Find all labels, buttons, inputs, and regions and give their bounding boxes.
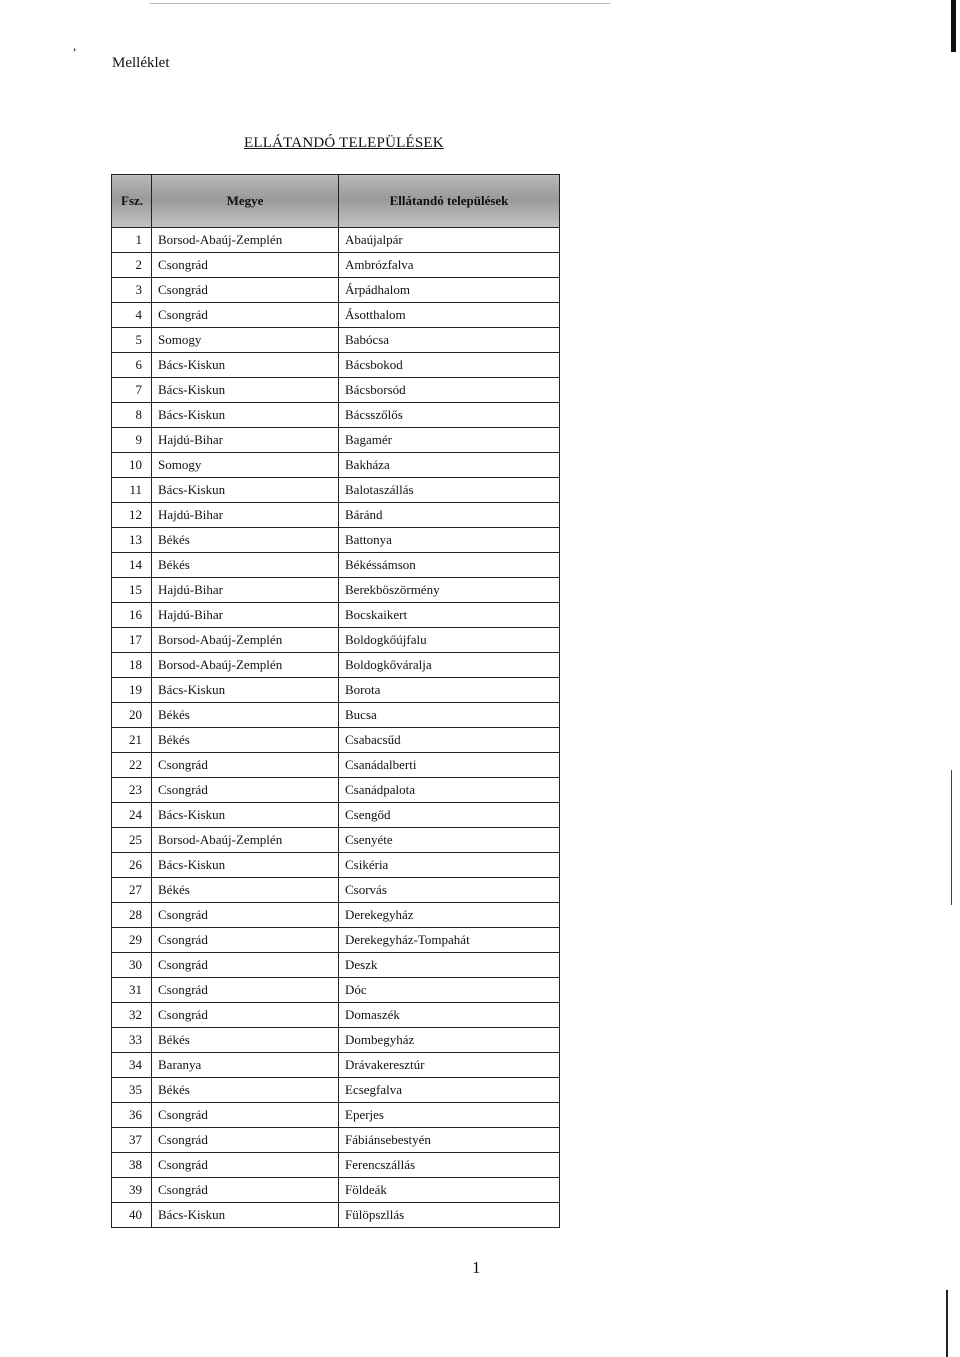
cell-county: Csongrád — [152, 1128, 339, 1153]
cell-serial-number: 1 — [112, 228, 152, 253]
cell-settlement: Ásotthalom — [339, 303, 560, 328]
cell-settlement: Bocskaikert — [339, 603, 560, 628]
cell-settlement: Csanádalberti — [339, 753, 560, 778]
table-row — [112, 253, 560, 278]
cell-county: Békés — [152, 1078, 339, 1103]
cell-serial-number: 20 — [112, 703, 152, 728]
cell-serial-number: 7 — [112, 378, 152, 403]
scan-edge-mark — [951, 770, 952, 905]
scan-edge-mark — [951, 0, 956, 52]
cell-county: Békés — [152, 528, 339, 553]
table-row — [112, 1078, 560, 1103]
cell-county: Somogy — [152, 453, 339, 478]
header-county: Megye — [152, 175, 339, 228]
cell-county: Csongrád — [152, 253, 339, 278]
cell-county: Bács-Kiskun — [152, 378, 339, 403]
cell-county: Csongrád — [152, 1153, 339, 1178]
table-row — [112, 628, 560, 653]
cell-settlement: Földeák — [339, 1178, 560, 1203]
cell-county: Hajdú-Bihar — [152, 428, 339, 453]
cell-settlement: Berekböszörmény — [339, 578, 560, 603]
cell-serial-number: 16 — [112, 603, 152, 628]
table-row — [112, 978, 560, 1003]
cell-settlement: Árpádhalom — [339, 278, 560, 303]
cell-serial-number: 38 — [112, 1153, 152, 1178]
cell-serial-number: 22 — [112, 753, 152, 778]
cell-settlement: Boldogkőújfalu — [339, 628, 560, 653]
cell-settlement: Eperjes — [339, 1103, 560, 1128]
cell-serial-number: 14 — [112, 553, 152, 578]
table-row — [112, 828, 560, 853]
table-row — [112, 728, 560, 753]
cell-settlement: Ambrózfalva — [339, 253, 560, 278]
cell-county: Csongrád — [152, 928, 339, 953]
table-row — [112, 653, 560, 678]
table-row — [112, 1153, 560, 1178]
annex-label: Melléklet — [112, 55, 170, 71]
table-row — [112, 853, 560, 878]
cell-county: Borsod-Abaúj-Zemplén — [152, 628, 339, 653]
stray-mark: , — [73, 38, 77, 53]
header-serial-number: Fsz. — [112, 175, 152, 228]
cell-settlement: Abaújalpár — [339, 228, 560, 253]
cell-settlement: Deszk — [339, 953, 560, 978]
cell-settlement: Csikéria — [339, 853, 560, 878]
cell-settlement: Fábiánsebestyén — [339, 1128, 560, 1153]
cell-serial-number: 5 — [112, 328, 152, 353]
cell-serial-number: 24 — [112, 803, 152, 828]
table-row — [112, 753, 560, 778]
table-row — [112, 1203, 560, 1228]
cell-settlement: Bagamér — [339, 428, 560, 453]
cell-serial-number: 10 — [112, 453, 152, 478]
table-header-row — [112, 175, 560, 228]
cell-county: Bács-Kiskun — [152, 403, 339, 428]
table-row — [112, 228, 560, 253]
cell-settlement: Bácsborsód — [339, 378, 560, 403]
table-row — [112, 803, 560, 828]
cell-settlement: Fülöpszllás — [339, 1203, 560, 1228]
cell-serial-number: 39 — [112, 1178, 152, 1203]
cell-county: Hajdú-Bihar — [152, 578, 339, 603]
cell-county: Békés — [152, 878, 339, 903]
cell-settlement: Derekegyház-Tompahát — [339, 928, 560, 953]
cell-settlement: Csenyéte — [339, 828, 560, 853]
cell-county: Baranya — [152, 1053, 339, 1078]
cell-county: Bács-Kiskun — [152, 353, 339, 378]
cell-county: Bács-Kiskun — [152, 478, 339, 503]
cell-county: Békés — [152, 1028, 339, 1053]
cell-settlement: Bakháza — [339, 453, 560, 478]
table-row — [112, 278, 560, 303]
table-row — [112, 328, 560, 353]
cell-county: Bács-Kiskun — [152, 853, 339, 878]
cell-settlement: Domaszék — [339, 1003, 560, 1028]
cell-serial-number: 9 — [112, 428, 152, 453]
cell-serial-number: 31 — [112, 978, 152, 1003]
table-row — [112, 1103, 560, 1128]
cell-county: Csongrád — [152, 753, 339, 778]
cell-settlement: Derekegyház — [339, 903, 560, 928]
cell-county: Csongrád — [152, 903, 339, 928]
table-row — [112, 303, 560, 328]
table-row — [112, 428, 560, 453]
cell-county: Borsod-Abaúj-Zemplén — [152, 228, 339, 253]
cell-county: Békés — [152, 703, 339, 728]
cell-serial-number: 25 — [112, 828, 152, 853]
cell-settlement: Báránd — [339, 503, 560, 528]
cell-county: Hajdú-Bihar — [152, 503, 339, 528]
cell-serial-number: 2 — [112, 253, 152, 278]
cell-serial-number: 33 — [112, 1028, 152, 1053]
cell-serial-number: 28 — [112, 903, 152, 928]
cell-serial-number: 29 — [112, 928, 152, 953]
cell-county: Csongrád — [152, 1103, 339, 1128]
cell-serial-number: 37 — [112, 1128, 152, 1153]
cell-settlement: Bácsszőlős — [339, 403, 560, 428]
cell-county: Csongrád — [152, 1003, 339, 1028]
table-row — [112, 1003, 560, 1028]
cell-settlement: Dóc — [339, 978, 560, 1003]
cell-settlement: Bucsa — [339, 703, 560, 728]
cell-serial-number: 12 — [112, 503, 152, 528]
table-row — [112, 528, 560, 553]
cell-serial-number: 26 — [112, 853, 152, 878]
cell-settlement: Ecsegfalva — [339, 1078, 560, 1103]
cell-county: Hajdú-Bihar — [152, 603, 339, 628]
cell-serial-number: 32 — [112, 1003, 152, 1028]
cell-county: Csongrád — [152, 778, 339, 803]
cell-serial-number: 17 — [112, 628, 152, 653]
settlements-table — [111, 174, 560, 1228]
cell-serial-number: 13 — [112, 528, 152, 553]
document-title: ELLÁTANDÓ TELEPÜLÉSEK — [244, 135, 444, 151]
cell-serial-number: 8 — [112, 403, 152, 428]
cell-county: Csongrád — [152, 278, 339, 303]
cell-county: Borsod-Abaúj-Zemplén — [152, 828, 339, 853]
cell-county: Csongrád — [152, 953, 339, 978]
table-row — [112, 903, 560, 928]
scan-top-rule — [150, 3, 610, 4]
cell-serial-number: 15 — [112, 578, 152, 603]
cell-serial-number: 3 — [112, 278, 152, 303]
table-row — [112, 953, 560, 978]
cell-serial-number: 27 — [112, 878, 152, 903]
table-row — [112, 378, 560, 403]
cell-serial-number: 34 — [112, 1053, 152, 1078]
table-row — [112, 603, 560, 628]
cell-county: Békés — [152, 553, 339, 578]
cell-settlement: Csengőd — [339, 803, 560, 828]
table-row — [112, 578, 560, 603]
cell-county: Bács-Kiskun — [152, 678, 339, 703]
table-row — [112, 503, 560, 528]
cell-settlement: Békéssámson — [339, 553, 560, 578]
page-number: 1 — [472, 1258, 481, 1277]
cell-settlement: Dombegyház — [339, 1028, 560, 1053]
table-row — [112, 778, 560, 803]
table-row — [112, 453, 560, 478]
cell-county: Bács-Kiskun — [152, 803, 339, 828]
cell-settlement: Battonya — [339, 528, 560, 553]
cell-serial-number: 18 — [112, 653, 152, 678]
cell-serial-number: 11 — [112, 478, 152, 503]
table-row — [112, 1128, 560, 1153]
cell-settlement: Csorvás — [339, 878, 560, 903]
cell-county: Csongrád — [152, 1178, 339, 1203]
cell-serial-number: 35 — [112, 1078, 152, 1103]
cell-serial-number: 40 — [112, 1203, 152, 1228]
header-settlements: Ellátandó települések — [339, 175, 560, 228]
cell-settlement: Csanádpalota — [339, 778, 560, 803]
cell-settlement: Borota — [339, 678, 560, 703]
cell-county: Borsod-Abaúj-Zemplén — [152, 653, 339, 678]
cell-county: Békés — [152, 728, 339, 753]
cell-serial-number: 30 — [112, 953, 152, 978]
cell-county: Csongrád — [152, 303, 339, 328]
cell-county: Bács-Kiskun — [152, 1203, 339, 1228]
table-row — [112, 703, 560, 728]
cell-serial-number: 36 — [112, 1103, 152, 1128]
cell-settlement: Ferencszállás — [339, 1153, 560, 1178]
table-row — [112, 1053, 560, 1078]
cell-settlement: Csabacsűd — [339, 728, 560, 753]
table-row — [112, 678, 560, 703]
table-body — [112, 228, 560, 1228]
table-row — [112, 928, 560, 953]
cell-settlement: Bácsbokod — [339, 353, 560, 378]
cell-serial-number: 19 — [112, 678, 152, 703]
cell-serial-number: 4 — [112, 303, 152, 328]
table-row — [112, 1178, 560, 1203]
cell-county: Csongrád — [152, 978, 339, 1003]
table-row — [112, 403, 560, 428]
cell-serial-number: 23 — [112, 778, 152, 803]
cell-settlement: Drávakeresztúr — [339, 1053, 560, 1078]
table-row — [112, 353, 560, 378]
cell-county: Somogy — [152, 328, 339, 353]
table-row — [112, 553, 560, 578]
cell-serial-number: 21 — [112, 728, 152, 753]
scan-edge-mark — [946, 1290, 948, 1357]
cell-settlement: Boldogkőváralja — [339, 653, 560, 678]
cell-settlement: Balotaszállás — [339, 478, 560, 503]
table-row — [112, 878, 560, 903]
table-row — [112, 478, 560, 503]
table-row — [112, 1028, 560, 1053]
cell-serial-number: 6 — [112, 353, 152, 378]
cell-settlement: Babócsa — [339, 328, 560, 353]
